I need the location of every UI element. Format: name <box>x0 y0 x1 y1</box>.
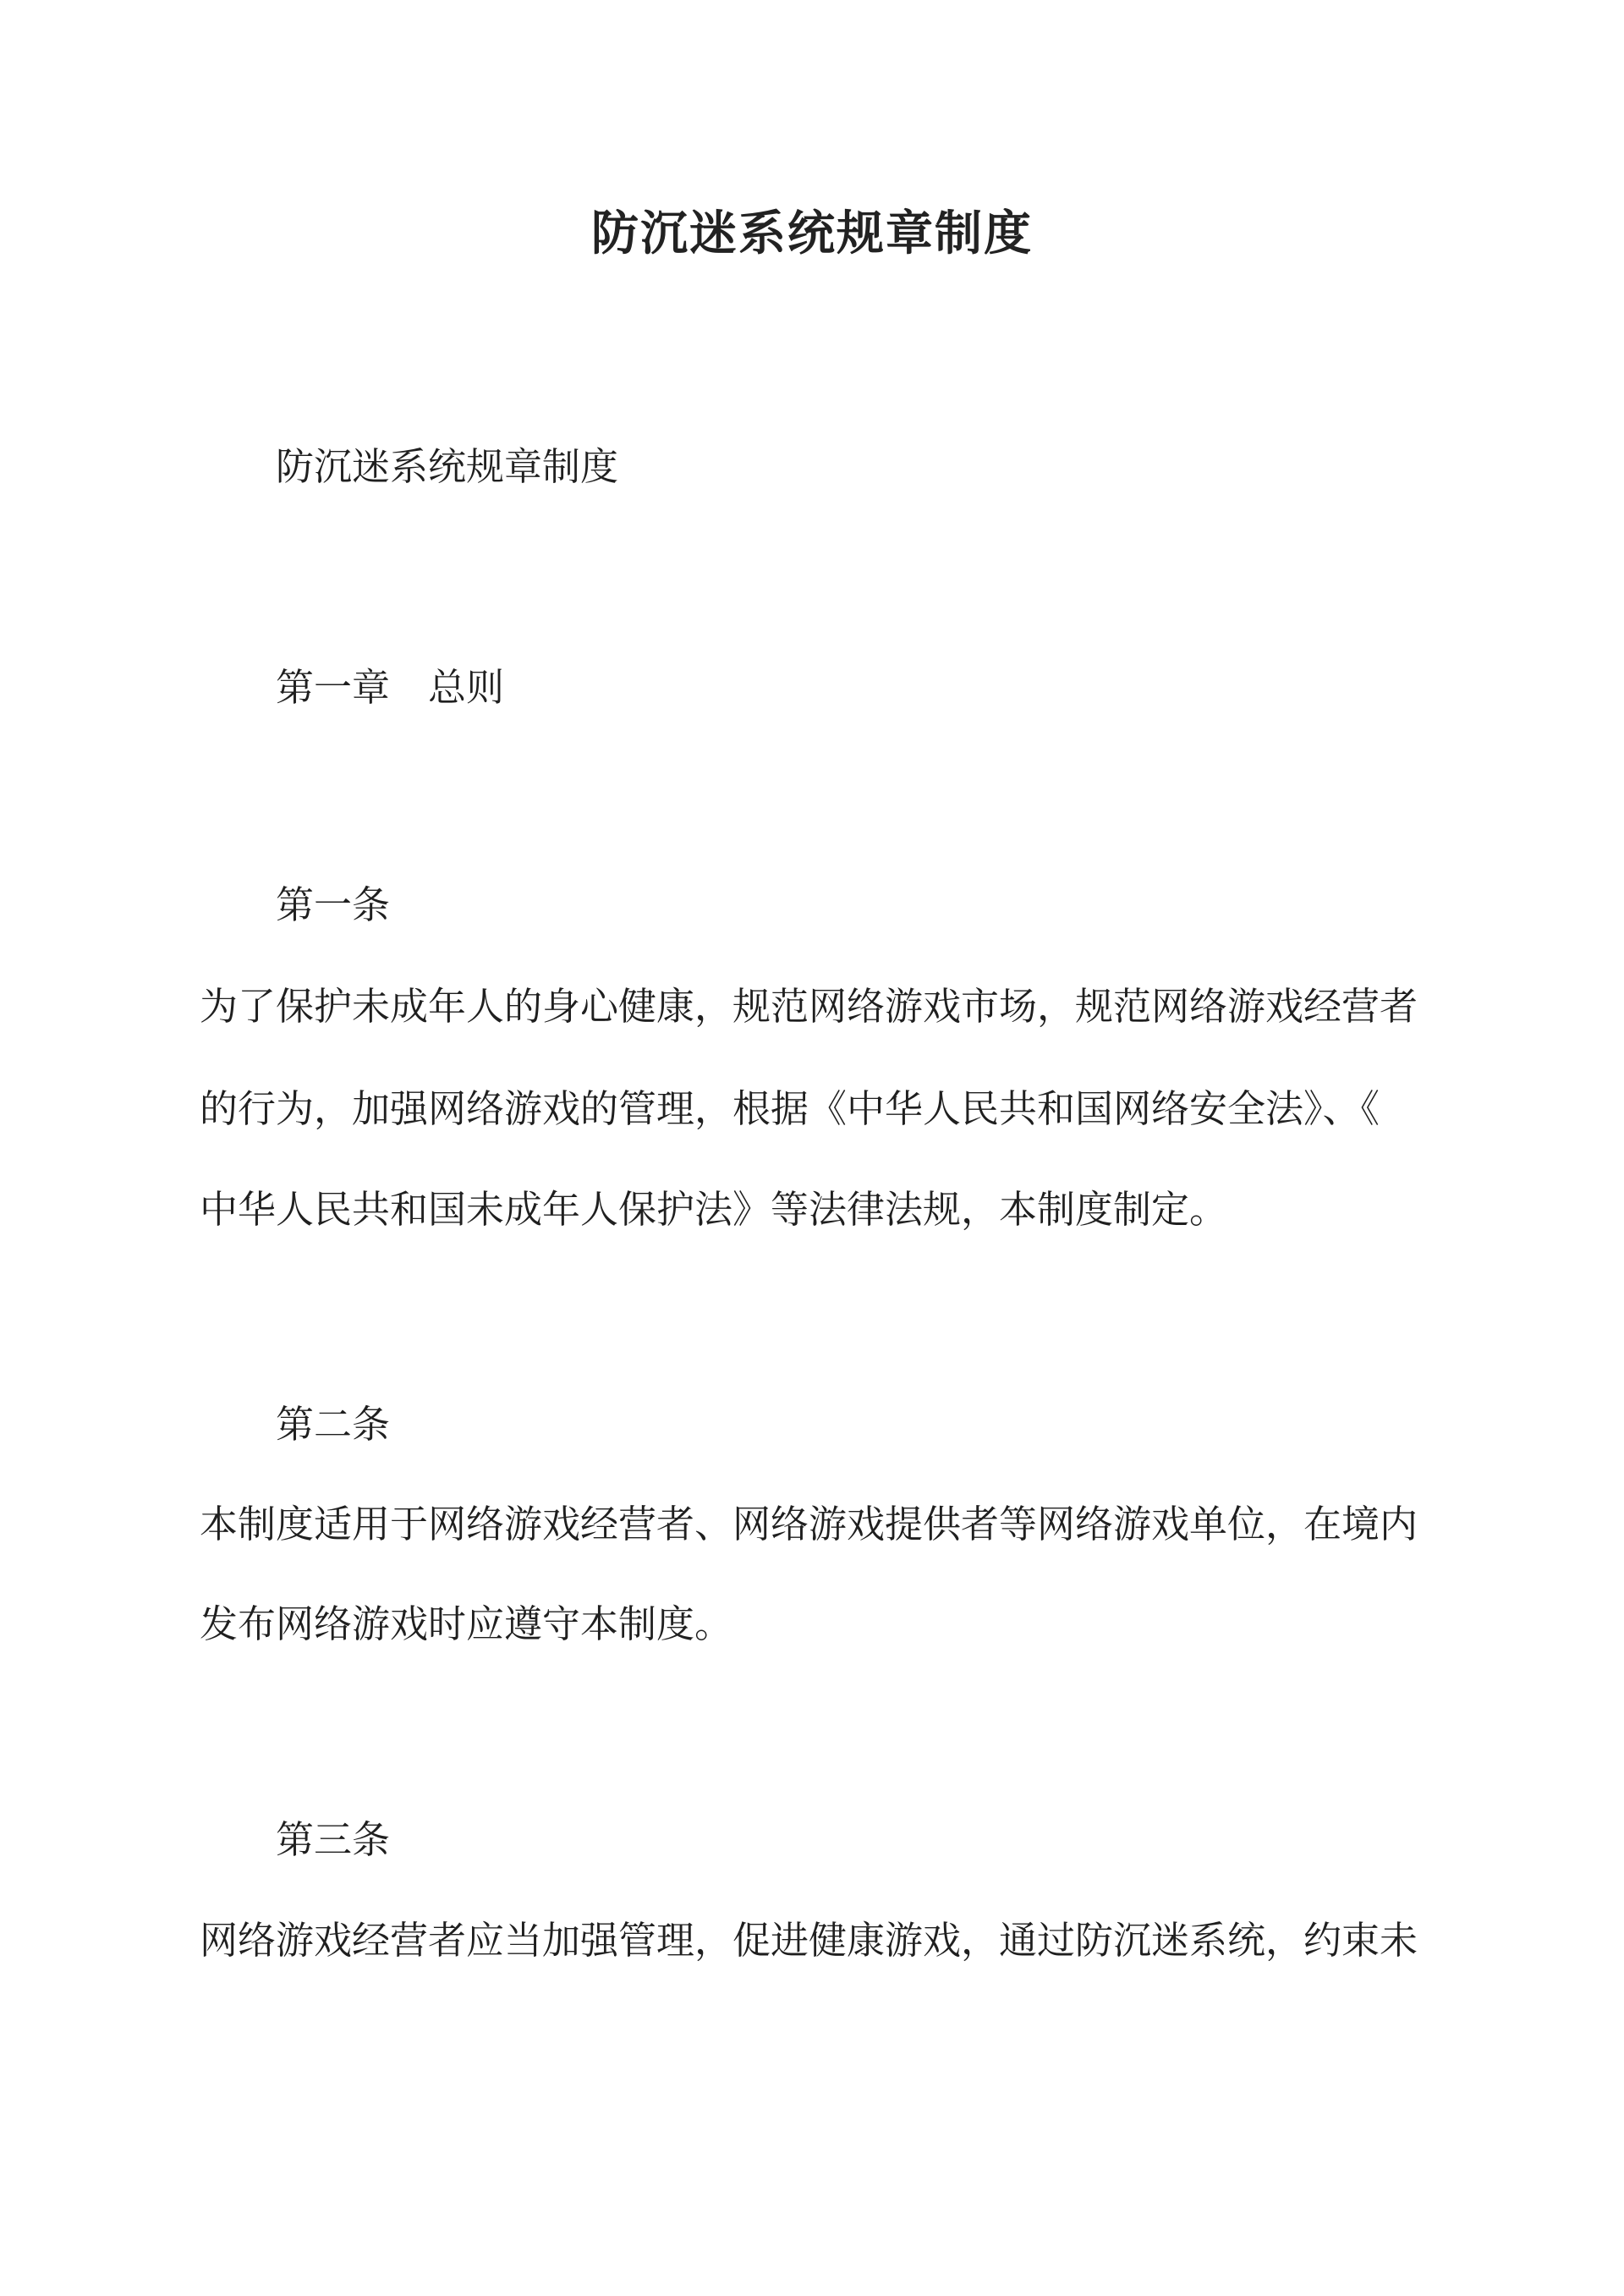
article-text-line: 网络游戏经营者应当加强管理，促进健康游戏，通过防沉迷系统，约束未 <box>200 1918 1418 1963</box>
article-text-line: 发布网络游戏时应遵守本制度。 <box>200 1601 733 1646</box>
chapter-heading: 第一章 总则 <box>276 665 505 710</box>
article-heading: 第一条 <box>276 882 391 927</box>
document-title: 防沉迷系统规章制度 <box>591 206 1033 261</box>
document-subtitle: 防沉迷系统规章制度 <box>276 444 619 489</box>
article-heading: 第三条 <box>276 1817 391 1862</box>
article-text-line: 为了保护未成年人的身心健康，规范网络游戏市场，规范网络游戏经营者 <box>200 984 1418 1029</box>
article-text-line: 本制度适用于网络游戏经营者、网络游戏提供者等网络游戏单位，在境内 <box>200 1502 1418 1546</box>
article-text-line: 的行为，加强网络游戏的管理，根据《中华人民共和国网络安全法》、《 <box>200 1086 1380 1131</box>
article-heading: 第二条 <box>276 1402 391 1447</box>
article-text-line: 中华人民共和国未成年人保护法》等法律法规，本制度制定。 <box>200 1187 1228 1232</box>
